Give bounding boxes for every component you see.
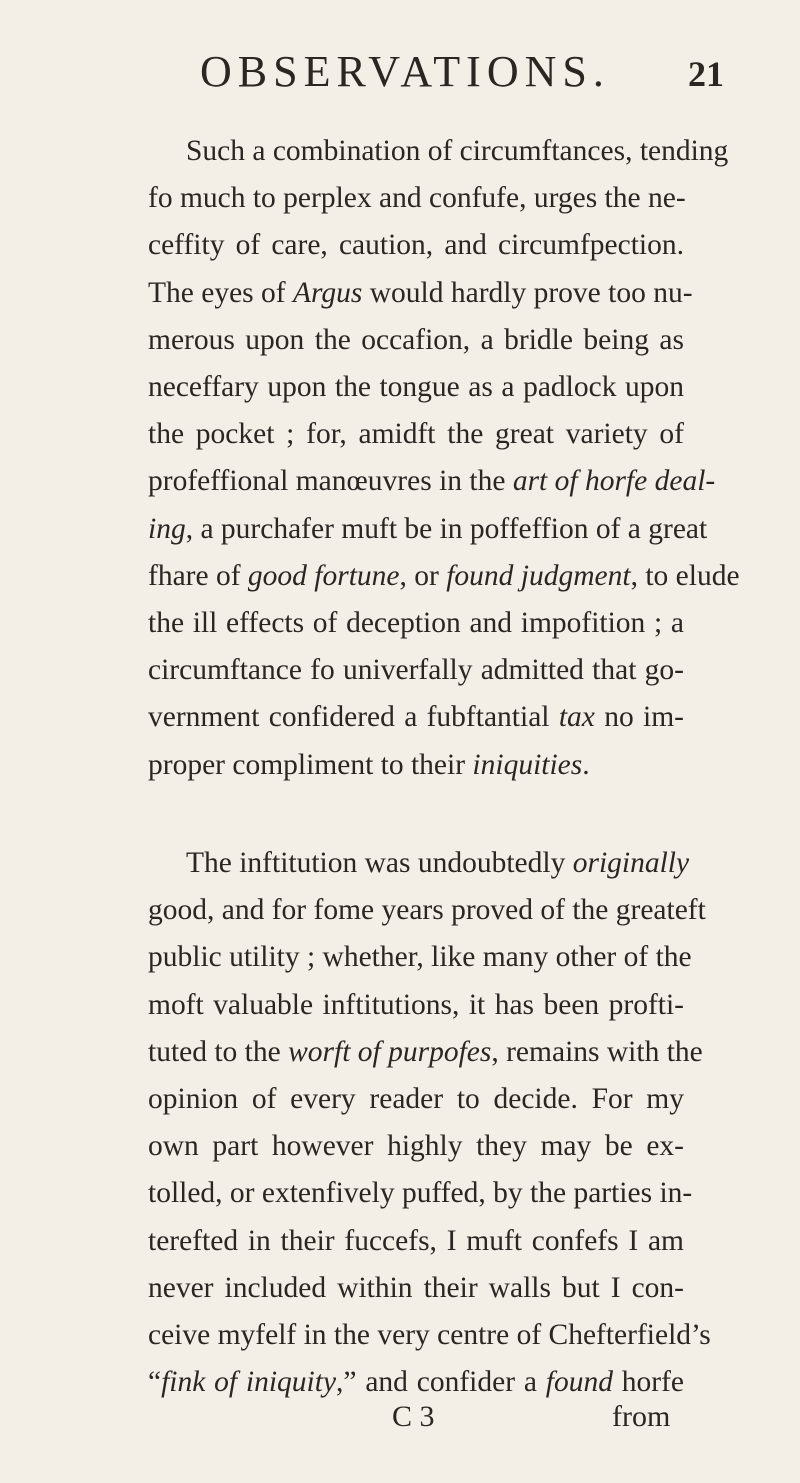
- text-line: The inftitution was undoubtedly originally: [186, 847, 690, 879]
- text-line: fo much to perplex and confufe, urges the ne-: [148, 182, 686, 215]
- text-line: circumftance fo univerfally admitted that go-: [148, 654, 684, 687]
- text-line: own part however highly they may be ex-: [148, 1130, 684, 1163]
- text-line: ceffity of care, caution, and circumfpection.: [148, 229, 684, 262]
- text-line: the ill effects of deception and impofition ; a: [148, 607, 684, 639]
- text-line: profeffional manœuvres in the art of horfe deal-: [148, 465, 716, 498]
- text-line: tolled, or extenfively puffed, by the parties in-: [148, 1177, 693, 1210]
- text-line: neceffary upon the tongue as a padlock upon: [148, 371, 684, 403]
- text-line: tuted to the worft of purpofes, remains with the: [148, 1035, 703, 1068]
- text-line: proper compliment to their iniquities.: [148, 748, 590, 781]
- running-head: OBSERVATIONS.: [200, 47, 610, 96]
- text-line: opinion of every reader to decide. For my: [148, 1083, 684, 1115]
- text-line: The eyes of Argus would hardly prove too nu-: [148, 276, 693, 309]
- catchword: from: [612, 1400, 671, 1433]
- text-line: moft valuable inftitutions, it has been profti-: [148, 988, 684, 1021]
- text-line: terefted in their fuccefs, I muft confefs I am: [148, 1224, 684, 1257]
- text-line: the pocket ; for, amidft the great variety of: [148, 418, 684, 451]
- text-line: fhare of good fortune, or found judgment, to elude: [148, 559, 740, 592]
- text-line: vernment confidered a fubftantial tax no im-: [148, 701, 684, 734]
- text-line: good, and for fome years proved of the greateft: [148, 894, 706, 927]
- text-line: merous upon the occafion, a bridle being as: [148, 323, 684, 356]
- text-line: never included within their walls but I con-: [148, 1271, 684, 1304]
- text-line: public utility ; whether, like many other of the: [148, 941, 692, 974]
- page-number: 21: [688, 54, 724, 94]
- text-line: ceive myfelf in the very centre of Chefterfield’s: [148, 1319, 711, 1351]
- text-line: Such a combination of circumftances, tending: [186, 135, 729, 167]
- text-line: “fink of iniquity,” and confider a found horfe: [148, 1366, 685, 1399]
- text-line: ing, a purchafer muft be in poffeffion of a great: [148, 512, 708, 545]
- signature-mark: C 3: [392, 1400, 435, 1433]
